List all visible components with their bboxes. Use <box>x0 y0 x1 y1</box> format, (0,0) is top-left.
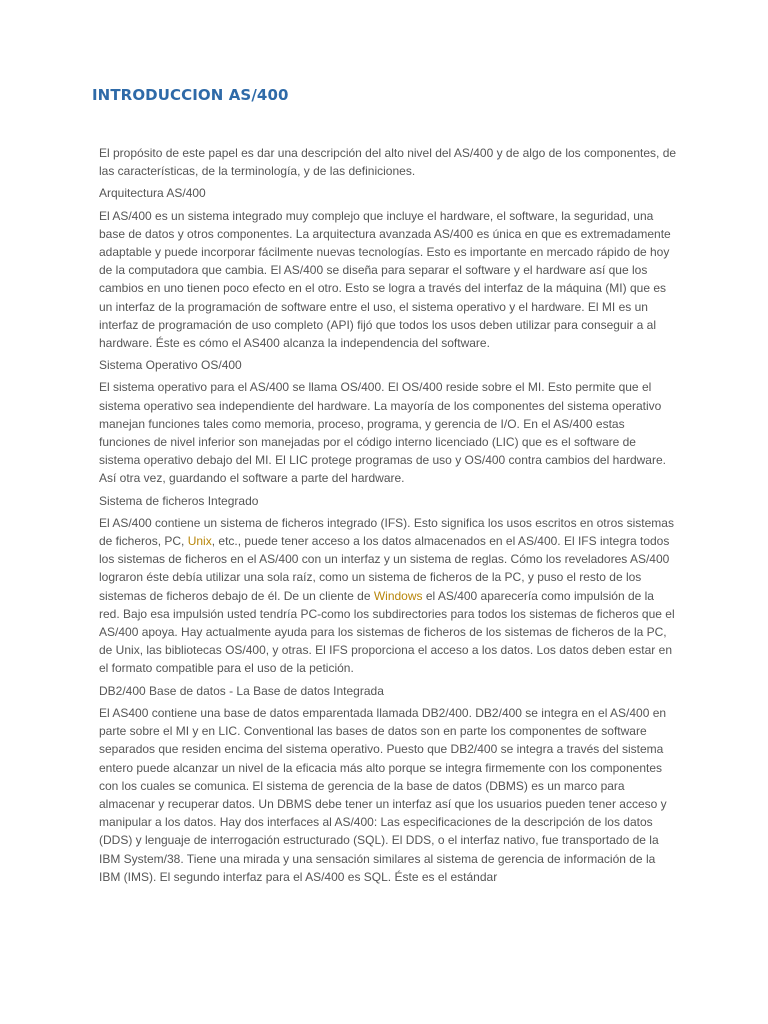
ficheros-text-2: , etc., puede tener acceso a los datos almacenados en el AS/400. El IFS integra todos los sistemas de ficheros en el AS/400 con un interfaz y un sistema de reglas. Cómo los reveladores AS/400 lograron éste debía utilizar una sola raíz, como un sistema de ficheros de la PC, y puso el resto de los sistemas de ficheros debajo de él. De un cliente de <box>99 534 670 603</box>
section-body-db2: El AS400 contiene una base de datos emparentada llamada DB2/400. DB2/400 se integra en el AS/400 en parte sobre el MI y en LIC. Conventional las bases de datos son en parte los componentes de software separados que residen encima del sistema operativo. Puesto que DB2/400 se integra a través del sistema entero puede alcanzar un nivel de la eficacia más alto porque se integra firmemente con los componentes con los cuales se comunica. El sistema de gerencia de la base de datos (DBMS) es un marco para almacenar y recuperar datos. Un DBMS debe tener un interfaz así que los usuarios pueden tener acceso y manipular a los datos. Hay dos interfaces al AS/400: Las especificaciones de la descripción de los datos (DDS) y lenguaje de interrogación estructurado (SQL). El DDS, o el interfaz nativo, fue transportado de la IBM System/38. Tiene una mirada y una sensación similares al sistema de gerencia de información de la IBM (IMS). El segundo interfaz para el AS/400 es SQL. Éste es el estándar <box>99 705 667 884</box>
document-body <box>99 144 677 890</box>
unix-link[interactable]: Unix <box>187 534 212 549</box>
intro-paragraph: El propósito de este papel es dar una descripción del alto nivel del AS/400 y de algo de los componentes, de las características, de la terminología, y de las definiciones. <box>99 146 677 179</box>
windows-link[interactable]: Windows <box>373 588 423 603</box>
section-heading-sistema-operativo: Sistema Operativo OS/400 <box>99 358 242 373</box>
section-heading-db2: DB2/400 Base de datos - La Base de datos Integrada <box>99 683 384 698</box>
document-title: INTRODUCCION AS/400 <box>92 86 289 104</box>
section-body-ficheros <box>99 514 677 678</box>
section-body-arquitectura: El AS/400 es un sistema integrado muy complejo que incluye el hardware, el software, la seguridad, una base de datos y otros componentes. La arquitectura avanzada AS/400 es única en que es extremadamente adaptable y puede incorporar fácilmente nuevas tecnologías. Esto es importante en mercado rápido de hoy de la computadora que cambia. El AS/400 se diseña para separar el software y el hardware así que los cambios en uno tienen poco efecto en el otro. Esto se logra a través del interfaz de la máquina (MI) que es un interfaz de la programación de software entre el uso, el sistema operativo y el hardware. El MI es un interfaz de programación de uso completo (API) fijó que todos los usos deben utilizar para conseguir a al hardware. Éste es cómo el AS400 alcanza la independencia del software. <box>99 208 671 351</box>
section-heading-ficheros: Sistema de ficheros Integrado <box>99 493 259 508</box>
section-heading-arquitectura: Arquitectura AS/400 <box>99 186 206 201</box>
ficheros-text-3: el AS/400 aparecería como impulsión de la red. Bajo esa impulsión usted tendría PC-como los subdirectories para todos los sistemas de ficheros que el AS/400 apoya. Hay actualmente ayuda para los sistemas de ficheros de los sistemas de ficheros de la PC, de Unix, las bibliotecas OS/400, y otras. El IFS proporciona el acceso a los datos. Los datos deben estar en el formato compatible para el uso de la petición. <box>99 588 675 676</box>
ficheros-text-1: El AS/400 contiene un sistema de ficheros integrado (IFS). Esto significa los usos escritos en otros sistemas de ficheros, PC, <box>99 515 674 549</box>
section-body-sistema-operativo: El sistema operativo para el AS/400 se llama OS/400. El OS/400 reside sobre el MI. Esto permite que el sistema operativo sea independiente del hardware. La mayoría de los componentes del sistema operativo manejan funciones tales como memoria, proceso, programa, y gerencia de I/O. En el AS/400 estas funciones de nivel inferior son manejadas por el código interno licenciado (LIC) que es el software de sistema operativo debajo del MI. El LIC protege programas de uso y OS/400 contra cambios del hardware. Así otra vez, guardando el software a parte del hardware. <box>99 380 666 486</box>
